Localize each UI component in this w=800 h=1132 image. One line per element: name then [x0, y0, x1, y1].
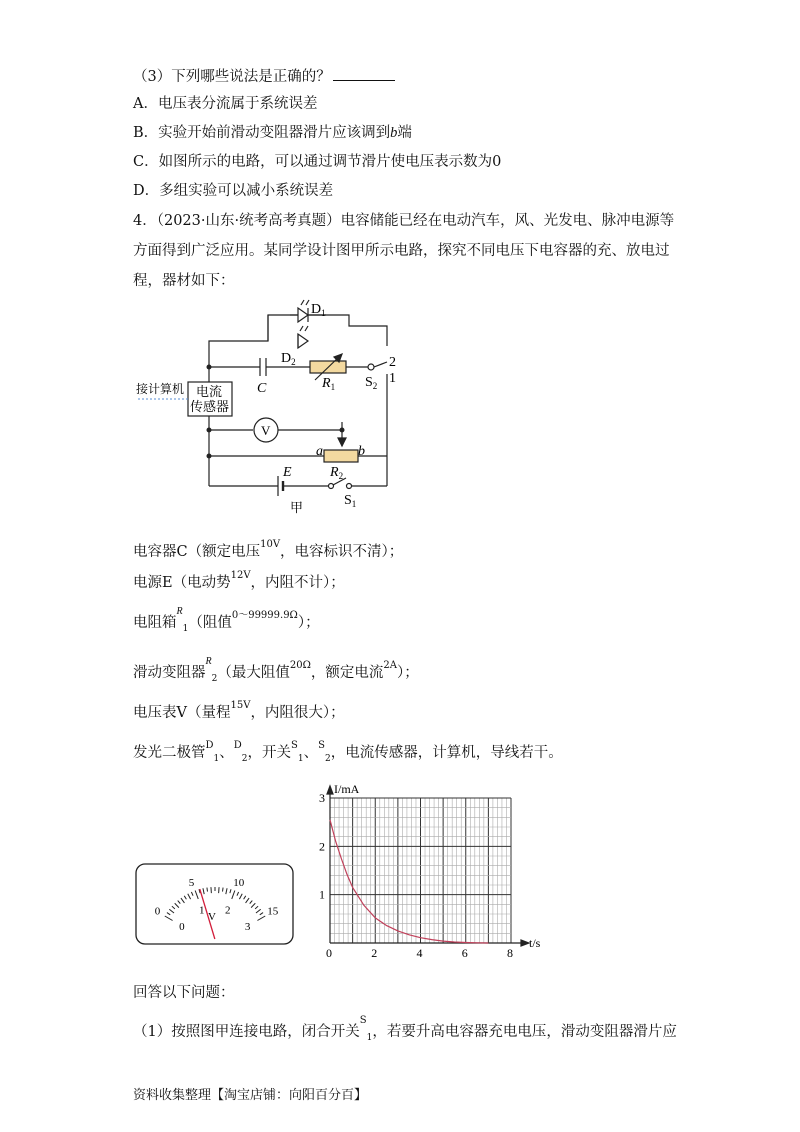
equip-misc: 发光二极管$^D_1$、$^D_2$，开关$^S_1$、$^S_2$，电流传感器，计算机，导线若干。 [133, 740, 563, 764]
b-label: b [358, 444, 365, 459]
answer-q1: （1）按照图甲连接电路，闭合开关$^S_1$，若要升高电容器充电电压，滑动变阻器滑片应 [133, 1015, 677, 1043]
r2-label: $R_2$ [330, 465, 344, 481]
y-tick-label: 3 [319, 791, 325, 805]
equip-source: 电源E（电动势$^{12V}$，内阻不计）； [133, 570, 345, 591]
dial-lower-label: 3 [244, 921, 251, 933]
computer-label: 接计算机 [136, 382, 185, 396]
x-tick-label: 4 [416, 946, 423, 960]
figure-caption: 甲 [290, 500, 304, 515]
equip-capacitor: 电容器C（额定电压$^{10V}$，电容标识不清）； [133, 539, 404, 560]
s1-label: $S_1$ [344, 493, 357, 509]
e-label: E [283, 465, 292, 480]
equip-voltmeter: 电压表V（量程$^{15V}$，内阻很大）； [133, 700, 345, 721]
dial-upper-label: 5 [188, 876, 195, 889]
x-axis-label: t/s [529, 936, 541, 950]
dial-lower-label: 2 [224, 904, 231, 917]
q3-option-c: C．如图所示的电路，可以通过调节滑片使电压表示数为0 [133, 154, 502, 170]
q3-option-d: D．多组实验可以减小系统误差 [133, 183, 334, 199]
q4-intro-1: 4．（2023·山东·统考高考真题）电容储能已经在电动汽车，风、光发电、脉冲电源等 [133, 213, 675, 229]
current-curve [330, 820, 488, 943]
pos-2-label: 2 [389, 355, 396, 370]
dial-upper-label: 0 [154, 905, 161, 918]
dial-tick [223, 888, 224, 892]
q3-option-b: B．实验开始前滑动变阻器滑片应该调到b端 [133, 125, 412, 141]
x-tick-label: 2 [371, 946, 378, 960]
q4-intro-2: 方面得到广泛应用。某同学设计图甲所示电路，探究不同电压下电容器的充、放电过 [133, 243, 670, 259]
equip-rheostat: 滑动变阻器$^R_2$（最大阻值$^{20\Omega}$，额定电流$^{2A}$）； [133, 656, 419, 684]
r1-label: $R_1$ [322, 376, 336, 392]
x-tick-label: 8 [507, 946, 513, 960]
voltmeter-symbol: V [261, 423, 271, 438]
a-label: a [316, 444, 323, 459]
dial-lower-label: 0 [179, 921, 185, 933]
q3-option-a: A．电压表分流属于系统误差 [133, 96, 318, 112]
y-axis-label: I/mA [334, 782, 360, 796]
dial-upper-label: 10 [233, 876, 245, 889]
sensor-label-1: 电流 [196, 384, 223, 399]
pos-1-label: 1 [389, 371, 396, 386]
d2-label: $D_2$ [281, 351, 296, 367]
q4-intro-3: 程，器材如下： [133, 273, 235, 289]
circuit-diagram [130, 296, 400, 518]
s2-label: $S_2$ [365, 375, 378, 391]
y-tick-label: 1 [319, 887, 325, 902]
q3-stem: （3）下列哪些说法是正确的？ [133, 66, 395, 87]
c-label: C [257, 381, 267, 396]
footer-note: 资料收集整理【淘宝店铺：向阳百分百】 [133, 1088, 368, 1103]
answer-label: 回答以下问题： [133, 985, 235, 1001]
x-axis-arrow [521, 940, 529, 946]
dial-tick [207, 888, 208, 892]
current-time-chart [305, 778, 550, 963]
x-tick-label: 0 [326, 946, 332, 960]
sensor-label-2: 传感器 [190, 399, 230, 414]
dial-lower-label: 1 [199, 904, 205, 917]
x-tick-label: 6 [461, 946, 468, 960]
voltmeter-dial [135, 863, 295, 947]
d1-label: $D_1$ [311, 302, 326, 318]
y-axis-arrow [327, 786, 333, 794]
dial-upper-label: 15 [267, 905, 279, 918]
dial-unit: V [208, 911, 216, 923]
equip-resistor-box: 电阻箱$^R_1$（阻值$^{0\sim 99999.9\Omega}$）； [133, 606, 320, 634]
answer-blank[interactable] [333, 66, 395, 81]
y-tick-label: 2 [319, 839, 325, 854]
